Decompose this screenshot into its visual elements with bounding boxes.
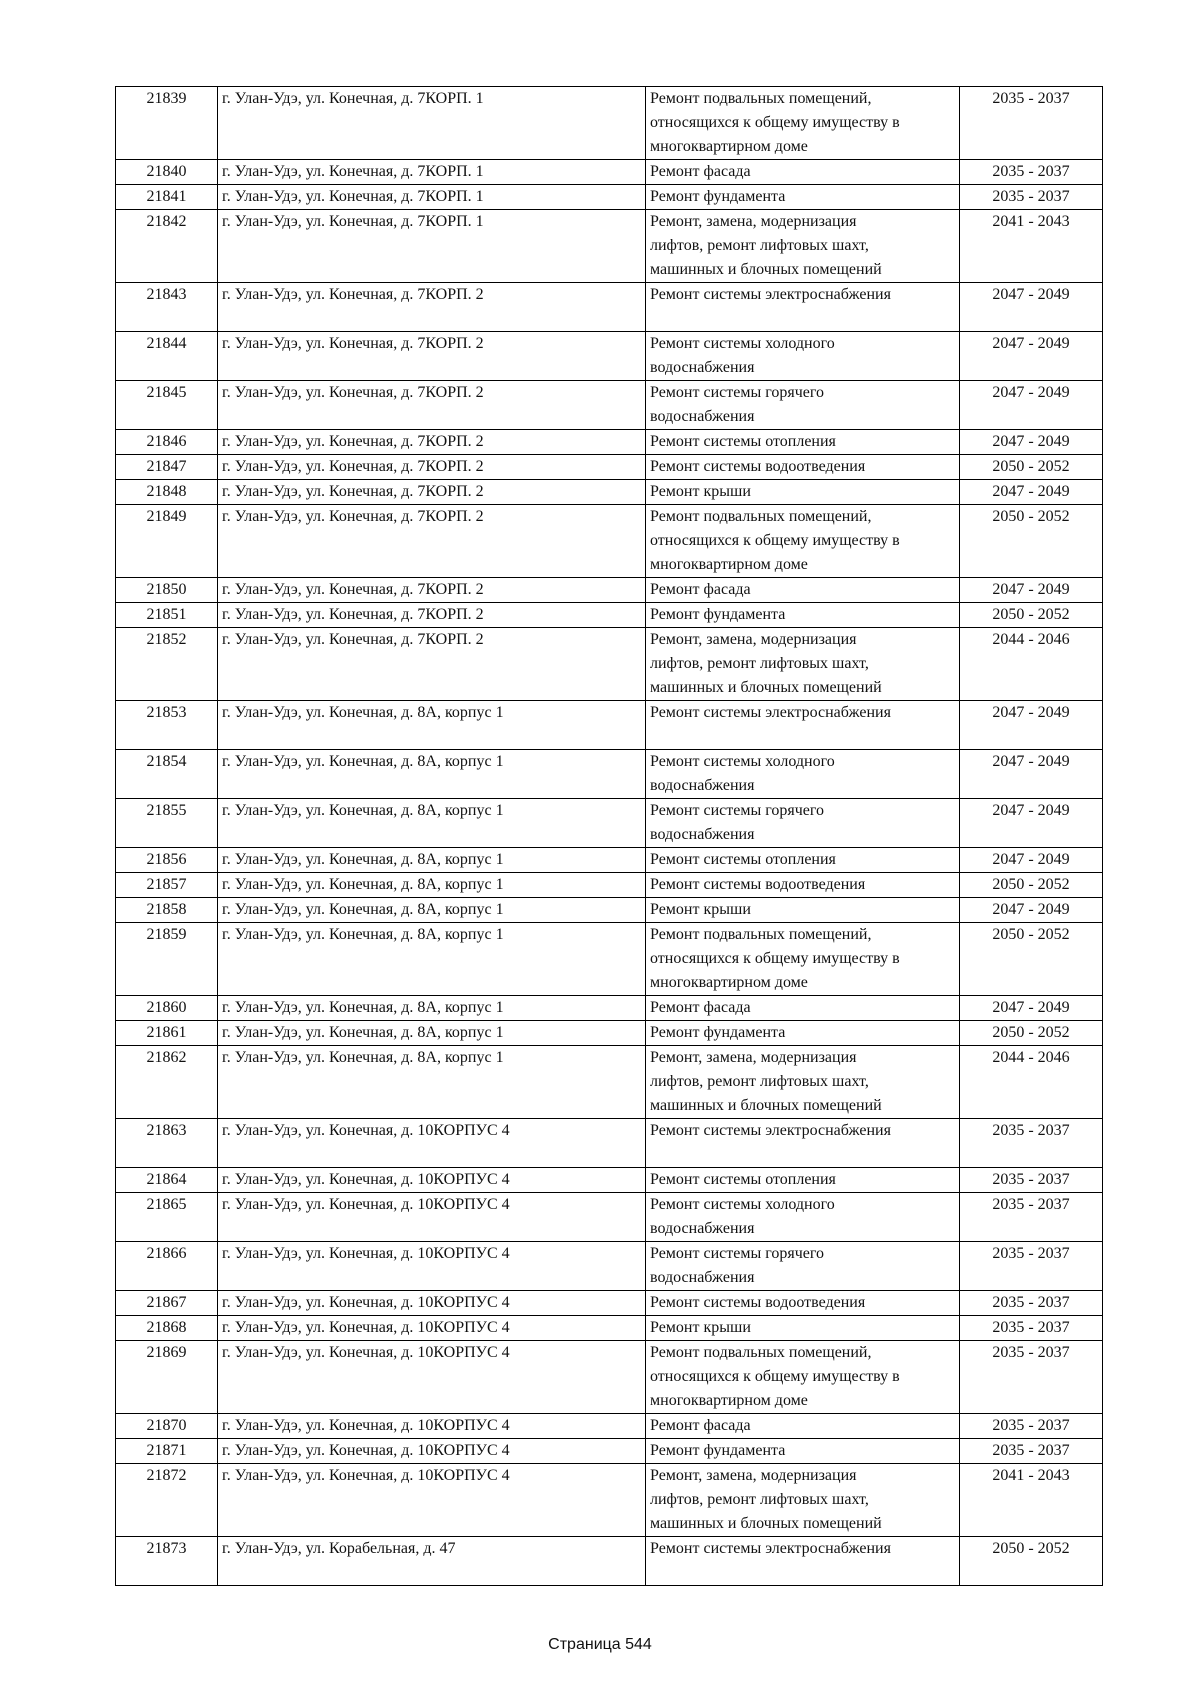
work-type-line: водоснабжения	[650, 826, 755, 843]
table-row	[116, 430, 1103, 455]
table-row	[116, 210, 1103, 283]
table-row	[116, 1537, 1103, 1586]
work-type-line: относящихся к общему имуществу в	[650, 532, 900, 549]
row-number: 21840	[116, 160, 218, 185]
period-cell: 2047 - 2049	[960, 848, 1103, 873]
work-type-cell	[646, 1168, 960, 1193]
work-type-line: Ремонт крыши	[650, 1319, 751, 1336]
period-cell: 2041 - 2043	[960, 1464, 1103, 1537]
period-cell: 2035 - 2037	[960, 160, 1103, 185]
work-type-cell	[646, 185, 960, 210]
period-cell: 2047 - 2049	[960, 332, 1103, 381]
row-number: 21850	[116, 578, 218, 603]
row-number: 21860	[116, 996, 218, 1021]
work-type-line: относящихся к общему имуществу в	[650, 1368, 900, 1385]
row-number: 21864	[116, 1168, 218, 1193]
work-type-cell	[646, 1414, 960, 1439]
address-cell: г. Улан-Удэ, ул. Конечная, д. 10КОРПУС 4	[218, 1414, 646, 1439]
work-type-cell	[646, 799, 960, 848]
row-number: 21857	[116, 873, 218, 898]
table-row	[116, 87, 1103, 160]
address-cell: г. Улан-Удэ, ул. Конечная, д. 8А, корпус 1	[218, 1021, 646, 1046]
work-type-line: Ремонт, замена, модернизация	[650, 213, 857, 230]
period-cell: 2047 - 2049	[960, 283, 1103, 332]
address-cell: г. Улан-Удэ, ул. Конечная, д. 8А, корпус 1	[218, 898, 646, 923]
work-type-cell	[646, 923, 960, 996]
work-type-cell	[646, 1046, 960, 1119]
work-type-line: многоквартирном доме	[650, 1392, 808, 1409]
table-row	[116, 578, 1103, 603]
address-cell: г. Улан-Удэ, ул. Конечная, д. 8А, корпус 1	[218, 701, 646, 750]
row-number: 21839	[116, 87, 218, 160]
work-type-cell	[646, 160, 960, 185]
page-number: Страница 544	[548, 1636, 652, 1653]
table-row	[116, 1291, 1103, 1316]
row-number: 21847	[116, 455, 218, 480]
address-cell: г. Улан-Удэ, ул. Конечная, д. 8А, корпус 1	[218, 923, 646, 996]
work-type-line: Ремонт подвальных помещений,	[650, 926, 872, 943]
work-type-cell	[646, 381, 960, 430]
address-cell: г. Улан-Удэ, ул. Конечная, д. 7КОРП. 2	[218, 505, 646, 578]
period-cell: 2047 - 2049	[960, 898, 1103, 923]
work-type-line: Ремонт системы отопления	[650, 433, 836, 450]
table-row	[116, 923, 1103, 996]
row-number: 21861	[116, 1021, 218, 1046]
period-cell: 2050 - 2052	[960, 1021, 1103, 1046]
work-type-cell	[646, 1291, 960, 1316]
work-type-cell	[646, 1464, 960, 1537]
work-type-line: Ремонт системы электроснабжения	[650, 286, 891, 303]
table-row	[116, 1414, 1103, 1439]
table-row	[116, 1464, 1103, 1537]
work-type-line: водоснабжения	[650, 359, 755, 376]
table-row	[116, 283, 1103, 332]
address-cell: г. Улан-Удэ, ул. Конечная, д. 7КОРП. 2	[218, 480, 646, 505]
work-type-cell	[646, 848, 960, 873]
repair-schedule-body	[116, 87, 1103, 1586]
work-type-line: Ремонт системы холодного	[650, 335, 835, 352]
work-type-line: Ремонт подвальных помещений,	[650, 508, 872, 525]
work-type-line: Ремонт крыши	[650, 483, 751, 500]
row-number: 21854	[116, 750, 218, 799]
period-cell: 2044 - 2046	[960, 628, 1103, 701]
table-row	[116, 996, 1103, 1021]
work-type-line: Ремонт, замена, модернизация	[650, 1049, 857, 1066]
work-type-line: Ремонт подвальных помещений,	[650, 1344, 872, 1361]
row-number: 21865	[116, 1193, 218, 1242]
row-number: 21872	[116, 1464, 218, 1537]
work-type-line: лифтов, ремонт лифтовых шахт,	[650, 237, 869, 254]
period-cell: 2035 - 2037	[960, 87, 1103, 160]
row-number: 21849	[116, 505, 218, 578]
work-type-line: Ремонт системы горячего	[650, 1245, 825, 1262]
work-type-cell	[646, 898, 960, 923]
row-number: 21858	[116, 898, 218, 923]
table-row	[116, 332, 1103, 381]
row-number: 21843	[116, 283, 218, 332]
period-cell: 2047 - 2049	[960, 750, 1103, 799]
table-row	[116, 701, 1103, 750]
period-cell: 2050 - 2052	[960, 505, 1103, 578]
row-number: 21856	[116, 848, 218, 873]
table-row	[116, 1021, 1103, 1046]
period-cell: 2050 - 2052	[960, 923, 1103, 996]
work-type-cell	[646, 210, 960, 283]
period-cell: 2047 - 2049	[960, 381, 1103, 430]
table-row	[116, 628, 1103, 701]
work-type-line: машинных и блочных помещений	[650, 1097, 882, 1114]
row-number: 21868	[116, 1316, 218, 1341]
work-type-line: многоквартирном доме	[650, 138, 808, 155]
address-cell: г. Улан-Удэ, ул. Корабельная, д. 47	[218, 1537, 646, 1586]
work-type-line: Ремонт системы горячего	[650, 802, 825, 819]
address-cell: г. Улан-Удэ, ул. Конечная, д. 7КОРП. 1	[218, 87, 646, 160]
table-row	[116, 898, 1103, 923]
work-type-line: Ремонт системы электроснабжения	[650, 1540, 891, 1557]
address-cell: г. Улан-Удэ, ул. Конечная, д. 7КОРП. 1	[218, 210, 646, 283]
period-cell: 2035 - 2037	[960, 1414, 1103, 1439]
table-row	[116, 848, 1103, 873]
address-cell: г. Улан-Удэ, ул. Конечная, д. 10КОРПУС 4	[218, 1193, 646, 1242]
row-number: 21862	[116, 1046, 218, 1119]
work-type-line: водоснабжения	[650, 777, 755, 794]
work-type-cell	[646, 1439, 960, 1464]
address-cell: г. Улан-Удэ, ул. Конечная, д. 7КОРП. 2	[218, 455, 646, 480]
period-cell: 2050 - 2052	[960, 1537, 1103, 1586]
work-type-line: относящихся к общему имуществу в	[650, 114, 900, 131]
period-cell: 2041 - 2043	[960, 210, 1103, 283]
table-row	[116, 1439, 1103, 1464]
period-cell: 2047 - 2049	[960, 430, 1103, 455]
table-row	[116, 480, 1103, 505]
address-cell: г. Улан-Удэ, ул. Конечная, д. 10КОРПУС 4	[218, 1291, 646, 1316]
row-number: 21853	[116, 701, 218, 750]
work-type-line: водоснабжения	[650, 1269, 755, 1286]
period-cell: 2047 - 2049	[960, 578, 1103, 603]
table-row	[116, 381, 1103, 430]
work-type-line: многоквартирном доме	[650, 556, 808, 573]
address-cell: г. Улан-Удэ, ул. Конечная, д. 10КОРПУС 4	[218, 1168, 646, 1193]
period-cell: 2050 - 2052	[960, 603, 1103, 628]
row-number: 21848	[116, 480, 218, 505]
row-number: 21845	[116, 381, 218, 430]
work-type-cell	[646, 1242, 960, 1291]
work-type-line: Ремонт системы водоотведения	[650, 876, 866, 893]
work-type-line: машинных и блочных помещений	[650, 261, 882, 278]
work-type-line: Ремонт фундамента	[650, 188, 786, 205]
table-row	[116, 1316, 1103, 1341]
address-cell: г. Улан-Удэ, ул. Конечная, д. 7КОРП. 2	[218, 430, 646, 455]
row-number: 21846	[116, 430, 218, 455]
row-number: 21855	[116, 799, 218, 848]
work-type-line: водоснабжения	[650, 1220, 755, 1237]
work-type-line: Ремонт системы отопления	[650, 1171, 836, 1188]
row-number: 21867	[116, 1291, 218, 1316]
address-cell: г. Улан-Удэ, ул. Конечная, д. 8А, корпус 1	[218, 996, 646, 1021]
work-type-cell	[646, 603, 960, 628]
table-row	[116, 1193, 1103, 1242]
work-type-line: Ремонт фасада	[650, 999, 751, 1016]
period-cell: 2035 - 2037	[960, 1341, 1103, 1414]
table-row	[116, 1119, 1103, 1168]
address-cell: г. Улан-Удэ, ул. Конечная, д. 10КОРПУС 4	[218, 1464, 646, 1537]
work-type-line: Ремонт системы отопления	[650, 851, 836, 868]
work-type-line: лифтов, ремонт лифтовых шахт,	[650, 1073, 869, 1090]
work-type-line: Ремонт подвальных помещений,	[650, 90, 872, 107]
period-cell: 2047 - 2049	[960, 701, 1103, 750]
address-cell: г. Улан-Удэ, ул. Конечная, д. 7КОРП. 2	[218, 381, 646, 430]
repair-schedule-table	[115, 86, 1103, 1586]
period-cell: 2035 - 2037	[960, 185, 1103, 210]
work-type-cell	[646, 701, 960, 750]
row-number: 21870	[116, 1414, 218, 1439]
address-cell: г. Улан-Удэ, ул. Конечная, д. 10КОРПУС 4	[218, 1242, 646, 1291]
address-cell: г. Улан-Удэ, ул. Конечная, д. 10КОРПУС 4	[218, 1341, 646, 1414]
row-number: 21873	[116, 1537, 218, 1586]
period-cell: 2035 - 2037	[960, 1168, 1103, 1193]
period-cell: 2035 - 2037	[960, 1119, 1103, 1168]
work-type-line: машинных и блочных помещений	[650, 1515, 882, 1532]
work-type-cell	[646, 1537, 960, 1586]
table-row	[116, 603, 1103, 628]
address-cell: г. Улан-Удэ, ул. Конечная, д. 7КОРП. 2	[218, 628, 646, 701]
work-type-line: Ремонт фундамента	[650, 606, 786, 623]
table-row	[116, 1341, 1103, 1414]
period-cell: 2035 - 2037	[960, 1242, 1103, 1291]
work-type-line: машинных и блочных помещений	[650, 679, 882, 696]
work-type-line: относящихся к общему имуществу в	[650, 950, 900, 967]
work-type-cell	[646, 505, 960, 578]
row-number: 21841	[116, 185, 218, 210]
work-type-line: Ремонт фасада	[650, 163, 751, 180]
work-type-cell	[646, 480, 960, 505]
work-type-cell	[646, 87, 960, 160]
address-cell: г. Улан-Удэ, ул. Конечная, д. 7КОРП. 1	[218, 185, 646, 210]
work-type-cell	[646, 455, 960, 480]
address-cell: г. Улан-Удэ, ул. Конечная, д. 10КОРПУС 4	[218, 1439, 646, 1464]
work-type-cell	[646, 750, 960, 799]
table-row	[116, 1046, 1103, 1119]
work-type-line: Ремонт, замена, модернизация	[650, 631, 857, 648]
work-type-line: Ремонт крыши	[650, 901, 751, 918]
work-type-line: Ремонт системы электроснабжения	[650, 1122, 891, 1139]
row-number: 21863	[116, 1119, 218, 1168]
work-type-line: Ремонт системы электроснабжения	[650, 704, 891, 721]
address-cell: г. Улан-Удэ, ул. Конечная, д. 7КОРП. 2	[218, 603, 646, 628]
work-type-line: Ремонт фундамента	[650, 1442, 786, 1459]
work-type-line: водоснабжения	[650, 408, 755, 425]
row-number: 21859	[116, 923, 218, 996]
table-row	[116, 750, 1103, 799]
row-number: 21871	[116, 1439, 218, 1464]
period-cell: 2050 - 2052	[960, 873, 1103, 898]
table-row	[116, 160, 1103, 185]
work-type-line: Ремонт системы холодного	[650, 1196, 835, 1213]
address-cell: г. Улан-Удэ, ул. Конечная, д. 8А, корпус 1	[218, 848, 646, 873]
work-type-line: Ремонт фундамента	[650, 1024, 786, 1041]
address-cell: г. Улан-Удэ, ул. Конечная, д. 8А, корпус 1	[218, 799, 646, 848]
work-type-line: Ремонт системы холодного	[650, 753, 835, 770]
table-row	[116, 185, 1103, 210]
period-cell: 2035 - 2037	[960, 1439, 1103, 1464]
period-cell: 2050 - 2052	[960, 455, 1103, 480]
work-type-line: лифтов, ремонт лифтовых шахт,	[650, 655, 869, 672]
work-type-cell	[646, 430, 960, 455]
address-cell: г. Улан-Удэ, ул. Конечная, д. 7КОРП. 2	[218, 578, 646, 603]
table-row	[116, 455, 1103, 480]
row-number: 21851	[116, 603, 218, 628]
work-type-cell	[646, 1341, 960, 1414]
row-number: 21869	[116, 1341, 218, 1414]
work-type-cell	[646, 578, 960, 603]
work-type-line: многоквартирном доме	[650, 974, 808, 991]
work-type-cell	[646, 628, 960, 701]
work-type-line: Ремонт, замена, модернизация	[650, 1467, 857, 1484]
address-cell: г. Улан-Удэ, ул. Конечная, д. 10КОРПУС 4	[218, 1316, 646, 1341]
period-cell: 2047 - 2049	[960, 799, 1103, 848]
work-type-line: Ремонт системы водоотведения	[650, 1294, 866, 1311]
row-number: 21842	[116, 210, 218, 283]
work-type-line: Ремонт системы водоотведения	[650, 458, 866, 475]
row-number: 21852	[116, 628, 218, 701]
address-cell: г. Улан-Удэ, ул. Конечная, д. 7КОРП. 2	[218, 283, 646, 332]
work-type-line: Ремонт фасада	[650, 581, 751, 598]
work-type-cell	[646, 1021, 960, 1046]
work-type-cell	[646, 996, 960, 1021]
period-cell: 2035 - 2037	[960, 1291, 1103, 1316]
work-type-cell	[646, 332, 960, 381]
work-type-line: Ремонт системы горячего	[650, 384, 825, 401]
table-row	[116, 1168, 1103, 1193]
table-row	[116, 873, 1103, 898]
address-cell: г. Улан-Удэ, ул. Конечная, д. 10КОРПУС 4	[218, 1119, 646, 1168]
period-cell: 2035 - 2037	[960, 1316, 1103, 1341]
period-cell: 2047 - 2049	[960, 996, 1103, 1021]
work-type-cell	[646, 1193, 960, 1242]
period-cell: 2035 - 2037	[960, 1193, 1103, 1242]
address-cell: г. Улан-Удэ, ул. Конечная, д. 7КОРП. 1	[218, 160, 646, 185]
address-cell: г. Улан-Удэ, ул. Конечная, д. 8А, корпус 1	[218, 1046, 646, 1119]
work-type-cell	[646, 873, 960, 898]
row-number: 21844	[116, 332, 218, 381]
work-type-cell	[646, 1316, 960, 1341]
address-cell: г. Улан-Удэ, ул. Конечная, д. 8А, корпус 1	[218, 873, 646, 898]
table-row	[116, 1242, 1103, 1291]
work-type-cell	[646, 283, 960, 332]
address-cell: г. Улан-Удэ, ул. Конечная, д. 8А, корпус 1	[218, 750, 646, 799]
work-type-cell	[646, 1119, 960, 1168]
work-type-line: Ремонт фасада	[650, 1417, 751, 1434]
period-cell: 2047 - 2049	[960, 480, 1103, 505]
address-cell: г. Улан-Удэ, ул. Конечная, д. 7КОРП. 2	[218, 332, 646, 381]
work-type-line: лифтов, ремонт лифтовых шахт,	[650, 1491, 869, 1508]
row-number: 21866	[116, 1242, 218, 1291]
table-row	[116, 799, 1103, 848]
period-cell: 2044 - 2046	[960, 1046, 1103, 1119]
table-row	[116, 505, 1103, 578]
